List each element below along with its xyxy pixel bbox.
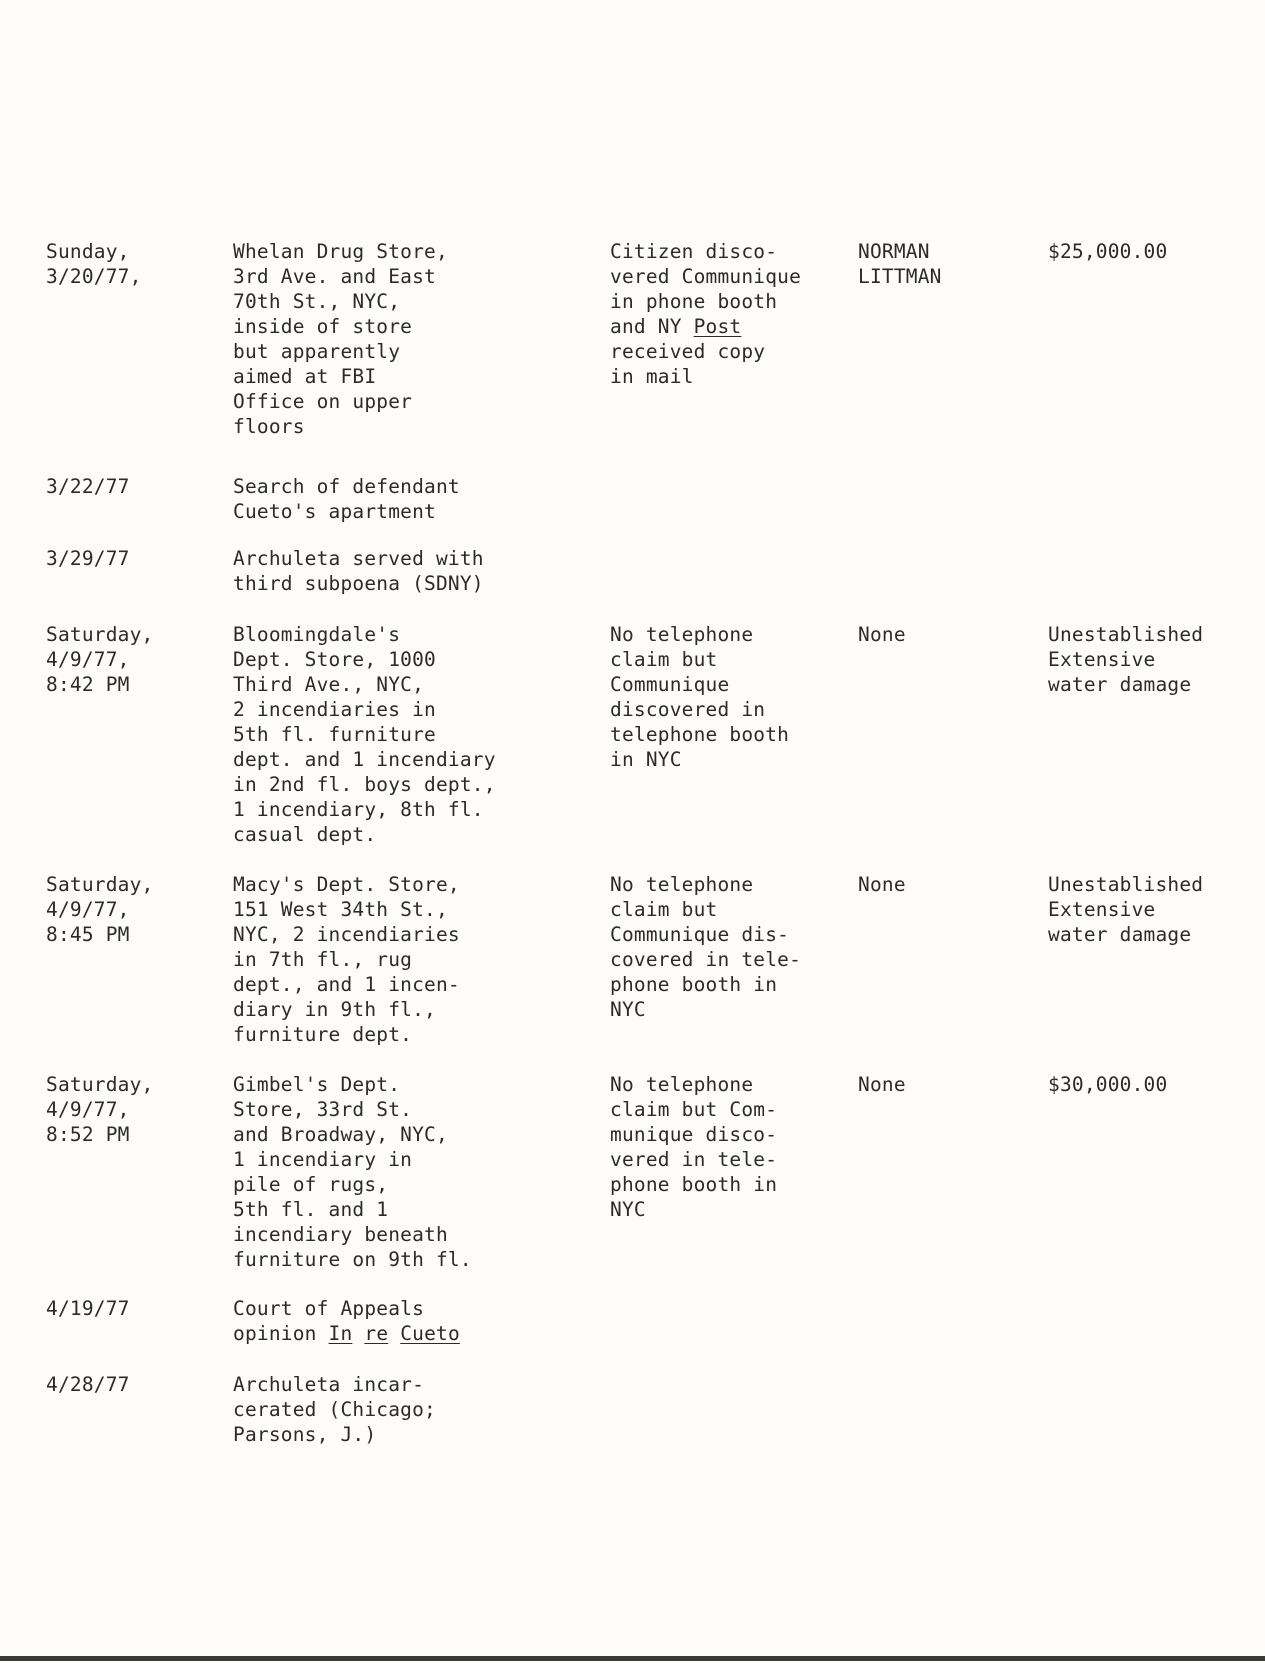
location-cell: Bloomingdale's Dept. Store, 1000 Third Ave., NYC, 2 incendiaries in 5th fl. furniture dept. and 1 incendiary in 2nd fl. boys dept., 1 incendiary, 8th fl. casual dept. <box>233 623 496 846</box>
date-cell: Saturday, 4/9/77, 8:52 PM <box>46 1073 154 1146</box>
injuries-cell <box>858 1372 1048 1462</box>
underlined-text: In <box>328 1322 353 1345</box>
underlined-text: Post <box>693 315 742 338</box>
date-cell: 4/19/77 <box>46 1297 130 1320</box>
damage-cell <box>1048 1372 1265 1462</box>
table-row <box>46 546 1265 622</box>
table-row <box>46 239 1265 474</box>
claim-cell: No telephone claim but Communique dis- covered in tele- phone booth in NYC <box>610 873 802 1021</box>
table-row <box>46 1372 1265 1462</box>
claim-cell: No telephone claim but Com- munique disco- vered in tele- phone booth in NYC <box>610 1073 778 1221</box>
damage-cell <box>1048 546 1265 622</box>
damage-cell: Unestablished Extensive water damage <box>1048 623 1204 696</box>
claim-cell <box>610 546 858 622</box>
injuries-cell: None <box>858 623 906 646</box>
damage-cell: Unestablished Extensive water damage <box>1048 873 1204 946</box>
location-cell: Gimbel's Dept. Store, 33rd St. and Broadway, NYC, 1 incendiary in pile of rugs, 5th fl. and 1 incendiary beneath furniture on 9th fl. <box>233 1073 472 1271</box>
date-cell: Saturday, 4/9/77, 8:45 PM <box>46 873 154 946</box>
injuries-cell <box>858 474 1048 546</box>
injuries-cell: NORMAN LITTMAN <box>858 240 942 288</box>
event-table <box>0 239 1265 1462</box>
injuries-cell <box>858 546 1048 622</box>
claim-cell: No telephone claim but Communique discovered in telephone booth in NYC <box>610 623 790 771</box>
table-row <box>46 1296 1265 1372</box>
location-cell: Archuleta served with third subpoena (SDNY) <box>233 547 484 595</box>
location-cell: Macy's Dept. Store, 151 West 34th St., NYC, 2 incendiaries in 7th fl., rug dept., and 1 incen- diary in 9th fl., furniture dept. <box>233 873 460 1046</box>
damage-cell <box>1048 1296 1265 1372</box>
location-cell: Court of Appeals opinion In re Cueto <box>233 1297 460 1345</box>
injuries-cell <box>858 1296 1048 1372</box>
claim-cell <box>610 1372 858 1462</box>
damage-cell: $30,000.00 <box>1048 1073 1168 1096</box>
location-cell: Search of defendant Cueto's apartment <box>233 475 460 523</box>
damage-cell <box>1048 474 1265 546</box>
date-cell: 3/22/77 <box>46 475 130 498</box>
claim-cell <box>610 1296 858 1372</box>
table-row <box>46 1072 1265 1296</box>
date-cell: Sunday, 3/20/77, <box>46 240 142 288</box>
underlined-text: re <box>364 1322 389 1345</box>
location-cell: Whelan Drug Store, 3rd Ave. and East 70th St., NYC, inside of store but apparently aimed at FBI Office on upper floors <box>233 240 448 438</box>
injuries-cell: None <box>858 1073 906 1096</box>
table-row <box>46 474 1265 546</box>
date-cell: 4/28/77 <box>46 1373 130 1396</box>
claim-cell <box>610 474 858 546</box>
location-cell: Archuleta incar- cerated (Chicago; Parsons, J.) <box>233 1373 436 1446</box>
injuries-cell: None <box>858 873 906 896</box>
claim-cell: Citizen disco- vered Communique in phone booth and NY Post received copy in mail <box>610 240 802 388</box>
bottom-rule <box>0 1656 1265 1661</box>
table-row <box>46 872 1265 1072</box>
date-cell: 3/29/77 <box>46 547 130 570</box>
damage-cell: $25,000.00 <box>1048 240 1168 263</box>
date-cell: Saturday, 4/9/77, 8:42 PM <box>46 623 154 696</box>
underlined-text: Cueto <box>400 1322 460 1345</box>
table-row <box>46 622 1265 872</box>
